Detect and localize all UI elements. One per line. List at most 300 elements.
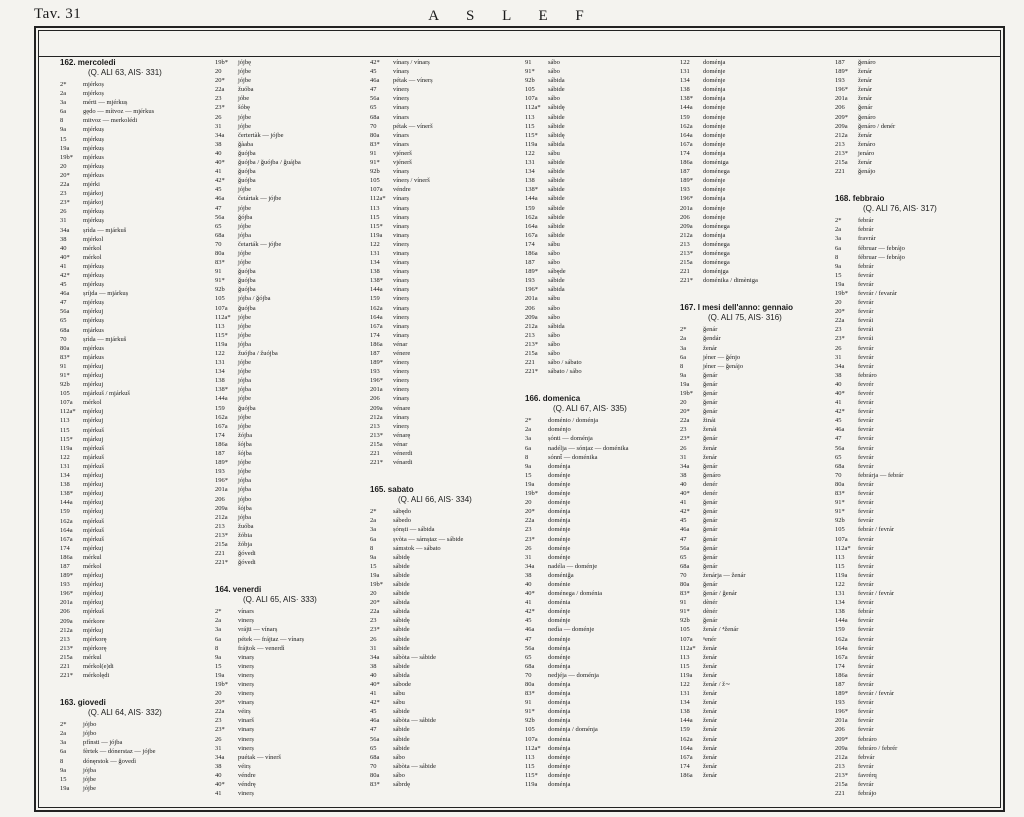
word-form: doménja (703, 195, 726, 203)
locality-number: 47 (215, 204, 222, 212)
locality-number: 45 (215, 186, 222, 194)
locality-number: 213* (60, 644, 73, 652)
locality-number: 19b* (215, 681, 228, 688)
locality-number: 42* (370, 59, 380, 66)
word-form: jójbe (238, 395, 251, 403)
word-form: vénardi (393, 459, 413, 467)
list-item (835, 113, 937, 122)
word-form: fevrár (858, 553, 874, 561)
list-item (215, 549, 317, 558)
locality-number: 115 (525, 122, 535, 130)
word-form: sábrdę (393, 781, 410, 789)
list-item (60, 720, 162, 729)
locality-number: 38 (215, 140, 222, 148)
locality-number: 221 (215, 550, 225, 558)
word-form: doménega / doménia (548, 590, 603, 598)
word-form: doménja (548, 662, 571, 670)
locality-number: 65 (215, 222, 222, 230)
list-item (680, 185, 793, 194)
list-item (835, 780, 937, 789)
word-form: doménega (703, 240, 730, 248)
list-item (835, 122, 937, 131)
section-heading (525, 394, 629, 414)
locality-number: 80a (835, 480, 845, 488)
list-item (680, 480, 793, 489)
locality-number: 162a (215, 413, 228, 421)
list-item (835, 625, 937, 634)
word-form: doménja (548, 681, 571, 688)
word-form: vínarș (393, 286, 409, 294)
locality-number: 193 (835, 699, 845, 707)
locality-number: 26 (525, 544, 532, 552)
list-item (215, 340, 317, 349)
list-item (835, 262, 937, 271)
word-form: véirș (238, 708, 251, 716)
list-item (60, 416, 162, 425)
list-item (680, 544, 793, 553)
word-form: fevrár (858, 644, 874, 652)
list-item (370, 422, 472, 431)
locality-number: 91 (525, 699, 532, 707)
list-item (835, 344, 937, 353)
list-item (370, 707, 472, 716)
locality-number: 189* (60, 572, 73, 580)
list-item (680, 635, 793, 644)
word-form: fevrár (858, 517, 874, 525)
word-form: sábide (548, 168, 565, 176)
word-form: ğuójba (238, 404, 256, 412)
word-form: sábo / sábato (548, 359, 582, 367)
locality-number: 164a (680, 744, 693, 752)
list-item (215, 625, 317, 634)
word-form: doménega (703, 222, 730, 230)
list-item (680, 325, 793, 334)
word-form: șrìda — mjárkuš (83, 226, 127, 234)
word-form: ženár (703, 444, 718, 452)
word-form: jójbe (238, 368, 251, 376)
word-form: fevrár (858, 635, 874, 643)
list-item (680, 158, 793, 167)
locality-number: 159 (60, 508, 70, 516)
locality-number: 213 (525, 331, 535, 339)
word-form: vínarș (393, 268, 409, 276)
locality-number: 9a (835, 262, 842, 270)
word-form: fevrár / fevrár (858, 690, 895, 698)
word-form: mjárkuš (83, 453, 104, 461)
locality-number: 91* (370, 159, 380, 167)
word-form: fevrár (858, 508, 874, 516)
locality-number: 70 (680, 571, 687, 579)
word-form: jójba (238, 513, 251, 521)
locality-number: 9a (680, 371, 687, 379)
word-form: fevrái (858, 317, 874, 325)
word-form: fevrár (858, 562, 874, 570)
word-form: sábide (548, 231, 565, 239)
word-form: jójbe (238, 422, 251, 430)
locality-number: 56a (370, 735, 380, 743)
locality-number: 122 (60, 453, 70, 461)
word-form: mjérkuj (83, 490, 104, 498)
list-item (215, 213, 317, 222)
word-form: vinerș (238, 790, 254, 798)
locality-number: 20 (215, 690, 222, 698)
word-form: ğenár (703, 508, 718, 516)
locality-number: 20* (60, 171, 70, 179)
word-form: mjérkuj (83, 572, 104, 580)
section-title: 168. febbraio (835, 194, 885, 204)
locality-number: 2a (215, 617, 222, 625)
list-item (680, 516, 793, 525)
locality-number: 2* (835, 217, 842, 225)
word-form: jójbe (238, 222, 251, 230)
locality-number: 46a (370, 717, 380, 725)
word-form: fevrár (858, 344, 874, 352)
locality-number: 46a (215, 195, 225, 203)
word-form: žuójba / žuójba (238, 350, 278, 357)
locality-number: 68a (680, 562, 690, 570)
locality-number: 3a (835, 235, 842, 243)
list-item (370, 349, 472, 358)
list-item (215, 85, 317, 94)
locality-number: 193 (835, 77, 845, 85)
list-item (835, 725, 937, 734)
locality-number: 164a (835, 644, 848, 652)
list-item (525, 535, 629, 544)
list-item (525, 689, 629, 698)
list-item (835, 516, 937, 525)
list-item (215, 513, 317, 522)
list-item (525, 780, 629, 789)
section-source: (Q. ALI 63, AIS· 331) (88, 68, 162, 77)
word-form: žóbja (238, 540, 253, 548)
word-form: fevrár (858, 653, 874, 661)
list-item (525, 294, 629, 303)
word-form: fevrár (858, 280, 874, 288)
list-item (215, 176, 317, 185)
locality-number: 213 (370, 422, 380, 430)
locality-number: 209* (835, 113, 848, 121)
locality-number: 113 (525, 753, 535, 761)
list-item (370, 304, 472, 313)
locality-number: 92b (680, 617, 690, 625)
locality-number: 187 (60, 562, 70, 570)
locality-number: 134 (835, 599, 845, 607)
locality-number: 92b (525, 717, 535, 725)
list-item (680, 267, 793, 276)
word-form: mérkul (83, 653, 102, 661)
locality-number: 40* (835, 390, 845, 397)
list-item (525, 725, 629, 734)
list-item (525, 662, 629, 671)
word-form: sábòta — sábide (393, 762, 436, 770)
word-form: fevrái (858, 326, 874, 334)
locality-number: 138 (680, 708, 690, 716)
word-form: doménje (703, 186, 726, 194)
word-form: jójbe (238, 331, 251, 339)
column-4 (525, 58, 629, 789)
list-item (370, 516, 472, 525)
word-form: ženár (858, 77, 873, 85)
list-item (215, 149, 317, 158)
word-form: puétak — vínerš (238, 753, 281, 761)
list-item (525, 771, 629, 780)
list-item (370, 313, 472, 322)
word-form: jójbe (238, 113, 251, 121)
locality-number: 19b* (60, 153, 73, 161)
list-item (370, 204, 472, 213)
locality-number: 2a (835, 226, 842, 234)
word-form: jéner — ğenájo (703, 362, 744, 370)
locality-number: 46a (525, 626, 535, 634)
frame-header-rule (38, 30, 1001, 57)
locality-number: 122 (215, 350, 225, 357)
locality-number: 193 (680, 186, 690, 194)
locality-number: 113 (60, 417, 70, 425)
word-form: pétak — vínerș (393, 77, 433, 85)
list-item (370, 149, 472, 158)
word-form: jójba (238, 386, 251, 394)
locality-number: 22a (835, 317, 845, 325)
word-form: sábide (548, 113, 565, 121)
list-item (680, 653, 793, 662)
list-item (215, 662, 317, 671)
locality-number: 209a (680, 222, 693, 230)
list-item (60, 244, 162, 253)
word-form: sábu (548, 149, 560, 157)
list-item (60, 298, 162, 307)
word-form: vínerș (393, 386, 409, 394)
locality-number: 193 (60, 581, 70, 589)
locality-number: 65 (680, 553, 687, 561)
word-form: mjérkuš (83, 517, 104, 525)
locality-number: 15 (215, 662, 222, 670)
locality-number: 46a (60, 290, 70, 298)
list-item (525, 204, 629, 213)
list-item (680, 140, 793, 149)
list-item (215, 258, 317, 267)
locality-number: 23 (215, 717, 222, 725)
locality-number: 213* (370, 431, 383, 439)
list-item (215, 671, 317, 680)
word-form: doménje (548, 653, 571, 661)
list-item (680, 353, 793, 362)
list-item (60, 326, 162, 335)
list-item (680, 204, 793, 213)
locality-number: 167a (370, 322, 383, 330)
list-item (525, 762, 629, 771)
locality-number: 20* (680, 408, 690, 416)
locality-number: 91* (680, 608, 690, 616)
word-form: ğenájo (858, 168, 876, 176)
word-form: fevrár (858, 535, 874, 543)
list-item (215, 698, 317, 707)
list-item (60, 444, 162, 453)
locality-number: 3a (215, 626, 222, 634)
list-item (215, 322, 317, 331)
locality-number: 105 (60, 390, 70, 398)
locality-number: 80a (60, 344, 70, 352)
word-form: ženár (703, 717, 718, 725)
word-form: doménje (548, 499, 571, 507)
list-item (525, 498, 629, 507)
list-item (215, 276, 317, 285)
locality-number: 215a (525, 350, 538, 357)
list-item (835, 707, 937, 716)
word-form: ğenár (703, 399, 718, 407)
word-form: ğenár (703, 553, 718, 561)
word-form: jójbę (238, 59, 251, 66)
list-item (60, 775, 162, 784)
word-form: mjérkus (83, 344, 104, 352)
locality-number: 65 (835, 453, 842, 461)
locality-number: 215a (215, 540, 228, 548)
locality-number: 112a* (680, 644, 696, 652)
locality-number: 45 (370, 68, 377, 76)
list-item (680, 535, 793, 544)
locality-number: 221* (680, 277, 693, 285)
word-form: doménje (548, 762, 571, 770)
word-form: doménje (548, 753, 571, 761)
locality-number: 105 (525, 86, 535, 94)
word-form: doménega (703, 168, 730, 176)
locality-number: 56a (60, 308, 70, 316)
word-form: doménjga (703, 268, 729, 276)
word-form: denér (703, 490, 718, 498)
word-form: șrìda — mjárkuš (83, 335, 127, 343)
locality-number: 23 (60, 190, 67, 198)
locality-number: 107a (835, 535, 848, 543)
locality-number: 8 (215, 644, 219, 652)
list-item (370, 76, 472, 85)
word-form: sábo (548, 95, 560, 103)
list-item (370, 735, 472, 744)
word-form: doménika / dimèniga (703, 277, 758, 285)
word-form: nedìa — doménje (548, 626, 595, 634)
locality-number: 68a (60, 326, 70, 334)
word-form: fevrár (858, 408, 874, 416)
list-item (835, 316, 937, 325)
locality-number: 34a (215, 753, 225, 761)
list-item (525, 425, 629, 434)
locality-number: 159 (215, 404, 225, 412)
word-form: gędo — mítvoz — mjérkus (83, 108, 155, 116)
word-form: mjérkuș (83, 144, 104, 152)
word-form: šóbę (238, 104, 250, 112)
locality-number: 212a (835, 753, 848, 761)
word-form: vínarș (393, 213, 409, 221)
word-form: ğàaba (238, 140, 254, 148)
locality-number: 196* (370, 377, 383, 385)
list-item (60, 253, 162, 262)
word-form: febráro (858, 735, 877, 743)
locality-number: 196* (525, 286, 538, 294)
word-form: șríjda — mjárkuș (83, 290, 129, 298)
locality-number: 15 (835, 271, 842, 279)
word-form: mjérkuj (83, 372, 104, 379)
list-item (680, 194, 793, 203)
list-item (370, 376, 472, 385)
word-form: ğenáro (858, 59, 876, 66)
list-item (60, 262, 162, 271)
word-form: fébruar — febrájo (858, 244, 905, 252)
list-item (525, 616, 629, 625)
word-form: ženár (858, 159, 873, 167)
word-form: fevrái (858, 335, 874, 343)
locality-number: 162a (835, 635, 848, 643)
word-form: četártak — jójbe (238, 195, 282, 203)
list-item (60, 426, 162, 435)
list-item (60, 671, 162, 680)
locality-number: 112a* (525, 104, 541, 112)
word-form: vinerș (238, 617, 254, 625)
word-form: mjérkuj (83, 381, 104, 389)
section-source: (Q. ALI 67, AIS· 335) (553, 404, 627, 414)
locality-number: 131 (680, 690, 690, 698)
locality-number: 112a* (370, 195, 386, 203)
word-form: doménje (548, 480, 571, 488)
locality-number: 122 (680, 59, 690, 66)
locality-number: 2a (680, 335, 687, 343)
locality-number: 159 (525, 204, 535, 212)
word-form: ženár (703, 690, 718, 698)
locality-number: 167a (525, 231, 538, 239)
list-item (370, 607, 472, 616)
list-item (215, 194, 317, 203)
list-item (680, 725, 793, 734)
locality-number: 2a (60, 730, 67, 738)
word-form: vinerș (238, 735, 254, 743)
word-form: ženár (703, 753, 718, 761)
list-item (60, 289, 162, 298)
word-form: fevrár (858, 480, 874, 488)
locality-number: 144a (370, 286, 383, 294)
word-form: doménie (548, 580, 571, 588)
locality-number: 186a (680, 771, 693, 779)
list-item (835, 471, 937, 480)
locality-number: 122 (835, 580, 845, 588)
locality-number: 196* (835, 86, 848, 94)
word-form: febrár (858, 217, 874, 225)
locality-number: 6a (525, 444, 532, 452)
list-item (60, 517, 162, 526)
locality-number: 115* (215, 331, 228, 339)
list-item (680, 471, 793, 480)
word-form: doménje (703, 204, 726, 212)
locality-number: 56a (370, 95, 380, 103)
list-item (60, 553, 162, 562)
locality-number: 40* (215, 159, 225, 167)
locality-number: 19a (835, 280, 845, 288)
locality-number: 8 (60, 117, 64, 125)
word-form: sábo (548, 331, 560, 339)
section-gap (835, 176, 937, 194)
list-item (370, 762, 472, 771)
list-item (215, 558, 317, 567)
locality-number: 19b* (215, 59, 228, 66)
list-item (835, 689, 937, 698)
locality-number: 65 (370, 104, 377, 112)
word-form: jójbe (238, 249, 251, 257)
word-form: vénare (393, 404, 411, 412)
word-form: ženáro (858, 140, 876, 148)
word-form: fevrár (858, 353, 874, 361)
locality-number: 119a (525, 140, 538, 148)
list-item (835, 462, 937, 471)
list-item (60, 107, 162, 116)
locality-number: 45 (60, 281, 67, 289)
word-form: vínerș (393, 313, 409, 321)
list-item (835, 480, 937, 489)
